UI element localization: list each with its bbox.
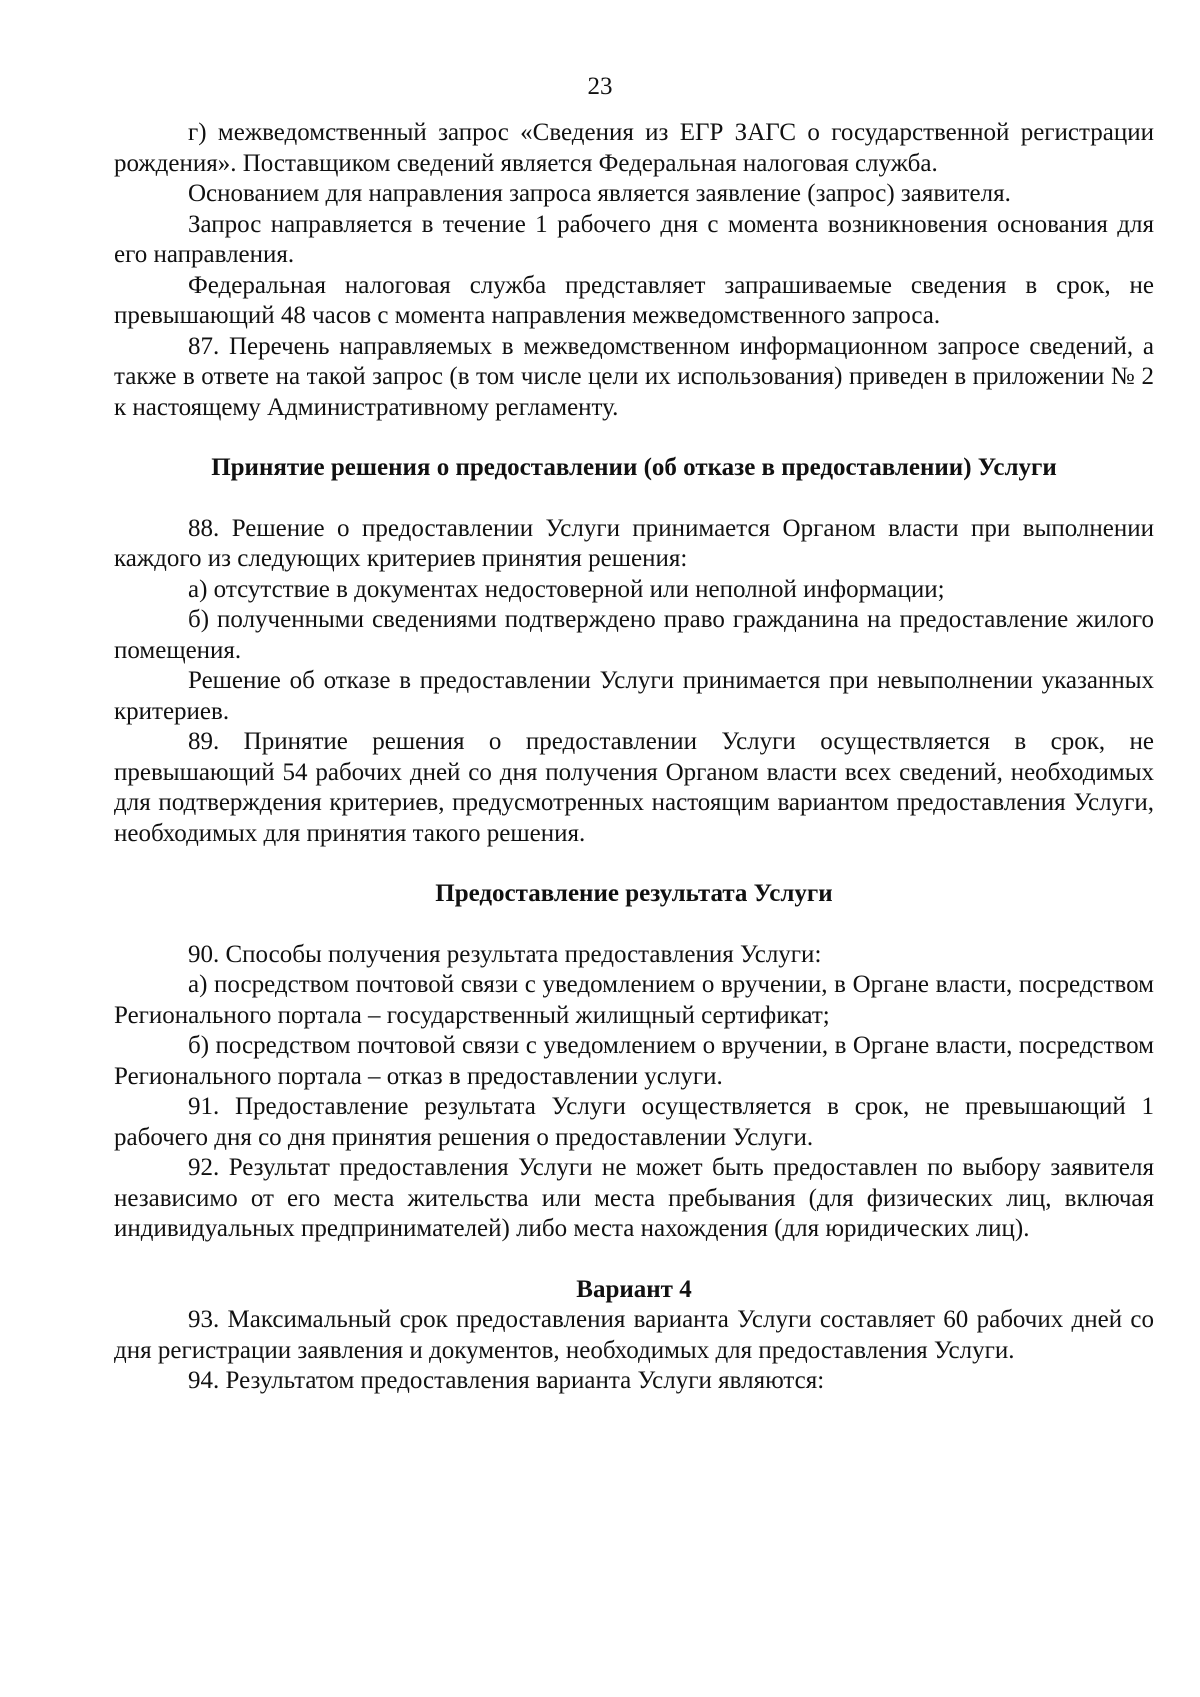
paragraph: а) отсутствие в документах недостоверной или неполной информации; — [188, 575, 945, 603]
paragraph: Решение об отказе в предоставлении Услуги принимается при невыполнении указанных критериев. — [114, 667, 1154, 725]
paragraph: 93. Максимальный срок предоставления варианта Услуги составляет 60 рабочих дней со дня регистрации заявления и документов, необходимых для предоставления Услуги. — [114, 1306, 1154, 1364]
paragraph: 90. Способы получения результата предоставления Услуги: — [188, 940, 822, 968]
paragraph: а) посредством почтовой связи с уведомлением о вручении, в Органе власти, посредством Регионального портала – государственный жилищный сертификат; — [114, 971, 1154, 1029]
paragraph: Федеральная налоговая служба представляет запрашиваемые сведения в срок, не превышающий 48 часов с момента направления межведомственного запроса. — [114, 271, 1154, 329]
document-body — [114, 118, 1154, 1397]
section-heading: Вариант 4 — [576, 1275, 692, 1303]
paragraph: 92. Результат предоставления Услуги не может быть предоставлен по выбору заявителя независимо от его места жительства или места пребывания (для физических лиц, включая индивидуальных предпринимателей) либо места нахождения (для юридических лиц). — [114, 1154, 1154, 1242]
paragraph: Запрос направляется в течение 1 рабочего дня с момента возникновения основания для его направления. — [114, 210, 1154, 268]
paragraph: Основанием для направления запроса является заявление (запрос) заявителя. — [188, 180, 1011, 207]
paragraph: 91. Предоставление результата Услуги осуществляется в срок, не превышающий 1 рабочего дня со дня принятия решения о предоставлении Услуги. — [114, 1093, 1154, 1151]
paragraph: 89. Принятие решения о предоставлении Услуги осуществляется в срок, не превышающий 54 рабочих дней со дня получения Органом власти всех сведений, необходимых для подтверждения критериев, предусмотренных настоящим вариантом предоставления Услуги, необходимых для принятия такого решения. — [114, 728, 1154, 847]
paragraph: б) посредством почтовой связи с уведомлением о вручении, в Органе власти, посредством Регионального портала – отказ в предоставлении услуги. — [114, 1032, 1154, 1090]
paragraph: г) межведомственный запрос «Сведения из ЕГР ЗАГС о государственной регистрации рождения». Поставщиком сведений является Федеральная налоговая служба. — [114, 119, 1154, 177]
section-heading: Принятие решения о предоставлении (об отказе в предоставлении) Услуги — [211, 454, 1057, 481]
section-heading: Предоставление результата Услуги — [435, 880, 833, 907]
paragraph: 88. Решение о предоставлении Услуги принимается Органом власти при выполнении каждого из следующих критериев принятия решения: — [114, 514, 1154, 572]
paragraph: 87. Перечень направляемых в межведомственном информационном запросе сведений, а также в ответе на такой запрос (в том числе цели их использования) приведен в приложении № 2 к настоящему Административному регламенту. — [114, 332, 1154, 421]
paragraph: 94. Результатом предоставления варианта Услуги являются: — [188, 1367, 825, 1394]
paragraph: б) полученными сведениями подтверждено право гражданина на предоставление жилого помещения. — [114, 606, 1154, 664]
page-number: 23 — [587, 73, 613, 100]
